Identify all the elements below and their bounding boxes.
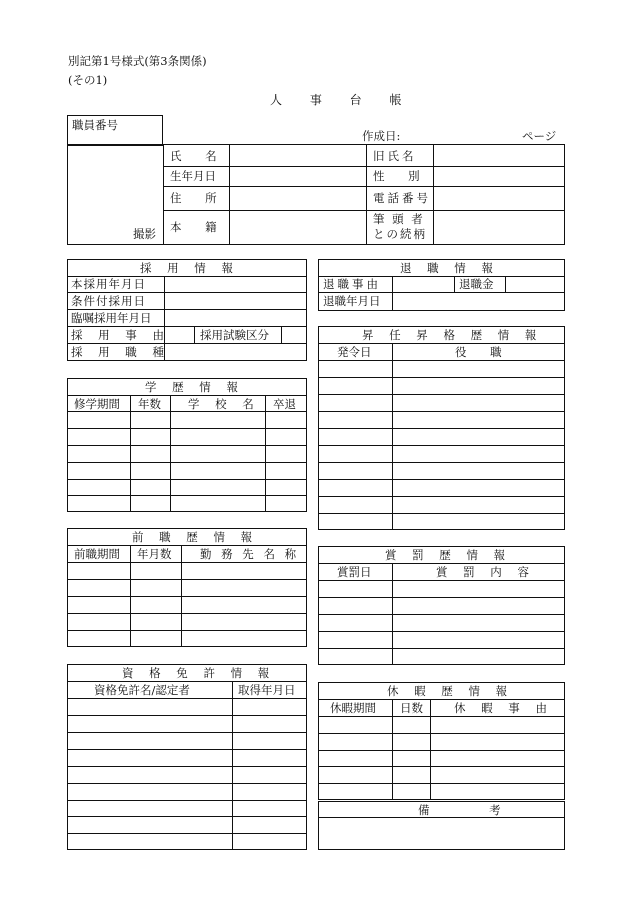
previous-job-history-title: 前 職 歴 情 報	[132, 530, 259, 544]
previous-job-col-period: 前職期間	[74, 547, 120, 561]
phone-label: 電話番号	[373, 191, 431, 205]
previous-job-col-employer: 勤 務 先 名 称	[200, 547, 300, 561]
retirement-info-title: 退 職 情 報	[400, 261, 499, 275]
leave-col-days: 日数	[400, 701, 423, 715]
family-head-label-2: との続柄	[373, 227, 427, 241]
award-history-title: 賞 罰 歴 情 報	[385, 548, 512, 562]
promotion-history-title: 昇 任 昇 格 歴 情 報	[362, 328, 543, 342]
leave-history-title: 休 暇 歴 情 報	[387, 684, 514, 698]
old-name-label: 旧氏名	[373, 149, 417, 163]
education-col-period: 修学期間	[74, 397, 120, 411]
award-col-date: 賞罰日	[337, 565, 372, 579]
license-col-name: 資格免許名/認定者	[94, 683, 190, 697]
promotion-col-date: 発令日	[337, 345, 372, 359]
staff-number-label: 職員番号	[72, 118, 118, 132]
retirement-pay-label: 退職金	[459, 277, 494, 291]
retirement-reason-label: 退職事由	[323, 277, 381, 291]
education-history-title: 学 歴 情 報	[145, 380, 244, 394]
promotion-col-post: 役 職	[455, 345, 512, 359]
leave-col-period: 休暇期間	[330, 701, 376, 715]
hiring-row-conditional-date: 条件付採用日	[71, 294, 146, 308]
education-col-years: 年数	[138, 397, 161, 411]
hiring-row-temporary-date: 臨嘱採用年月日	[71, 311, 152, 325]
hiring-exam-category-label: 採用試験区分	[200, 328, 269, 342]
sex-label: 性 別	[373, 169, 430, 183]
page-number-label: ページ	[522, 129, 557, 143]
created-date-label: 作成日:	[362, 129, 401, 143]
education-col-status: 卒退	[273, 397, 296, 411]
form-sub-note: (その1)	[68, 73, 108, 87]
remarks-title: 備 考	[418, 803, 529, 817]
award-col-content: 賞 罰 内 容	[436, 565, 535, 579]
birth-date-label: 生年月日	[170, 169, 216, 183]
previous-job-col-months: 年月数	[137, 547, 172, 561]
name-label: 氏 名	[170, 149, 227, 163]
hiring-info-title: 採 用 情 報	[140, 261, 239, 275]
license-history-title: 資 格 免 許 情 報	[122, 666, 276, 680]
hiring-row-reason: 採 用 事 由	[71, 328, 170, 342]
photo-label: 撮影	[133, 227, 156, 241]
education-col-school: 学 校 名	[188, 397, 260, 411]
hiring-row-formal-date: 本採用年月日	[71, 277, 146, 291]
domicile-label: 本 籍	[170, 220, 227, 234]
address-label: 住 所	[170, 191, 227, 205]
family-head-label-1: 筆 頭 者	[373, 212, 425, 226]
license-col-date: 取得年月日	[238, 683, 296, 697]
leave-col-reason: 休 暇 事 由	[454, 701, 553, 715]
page-title: 人 事 台 帳	[270, 93, 414, 107]
hiring-row-job-type: 採 用 職 種	[71, 345, 170, 359]
form-note: 別記第1号様式(第3条関係)	[68, 54, 207, 68]
retirement-date-label: 退職年月日	[323, 294, 381, 308]
